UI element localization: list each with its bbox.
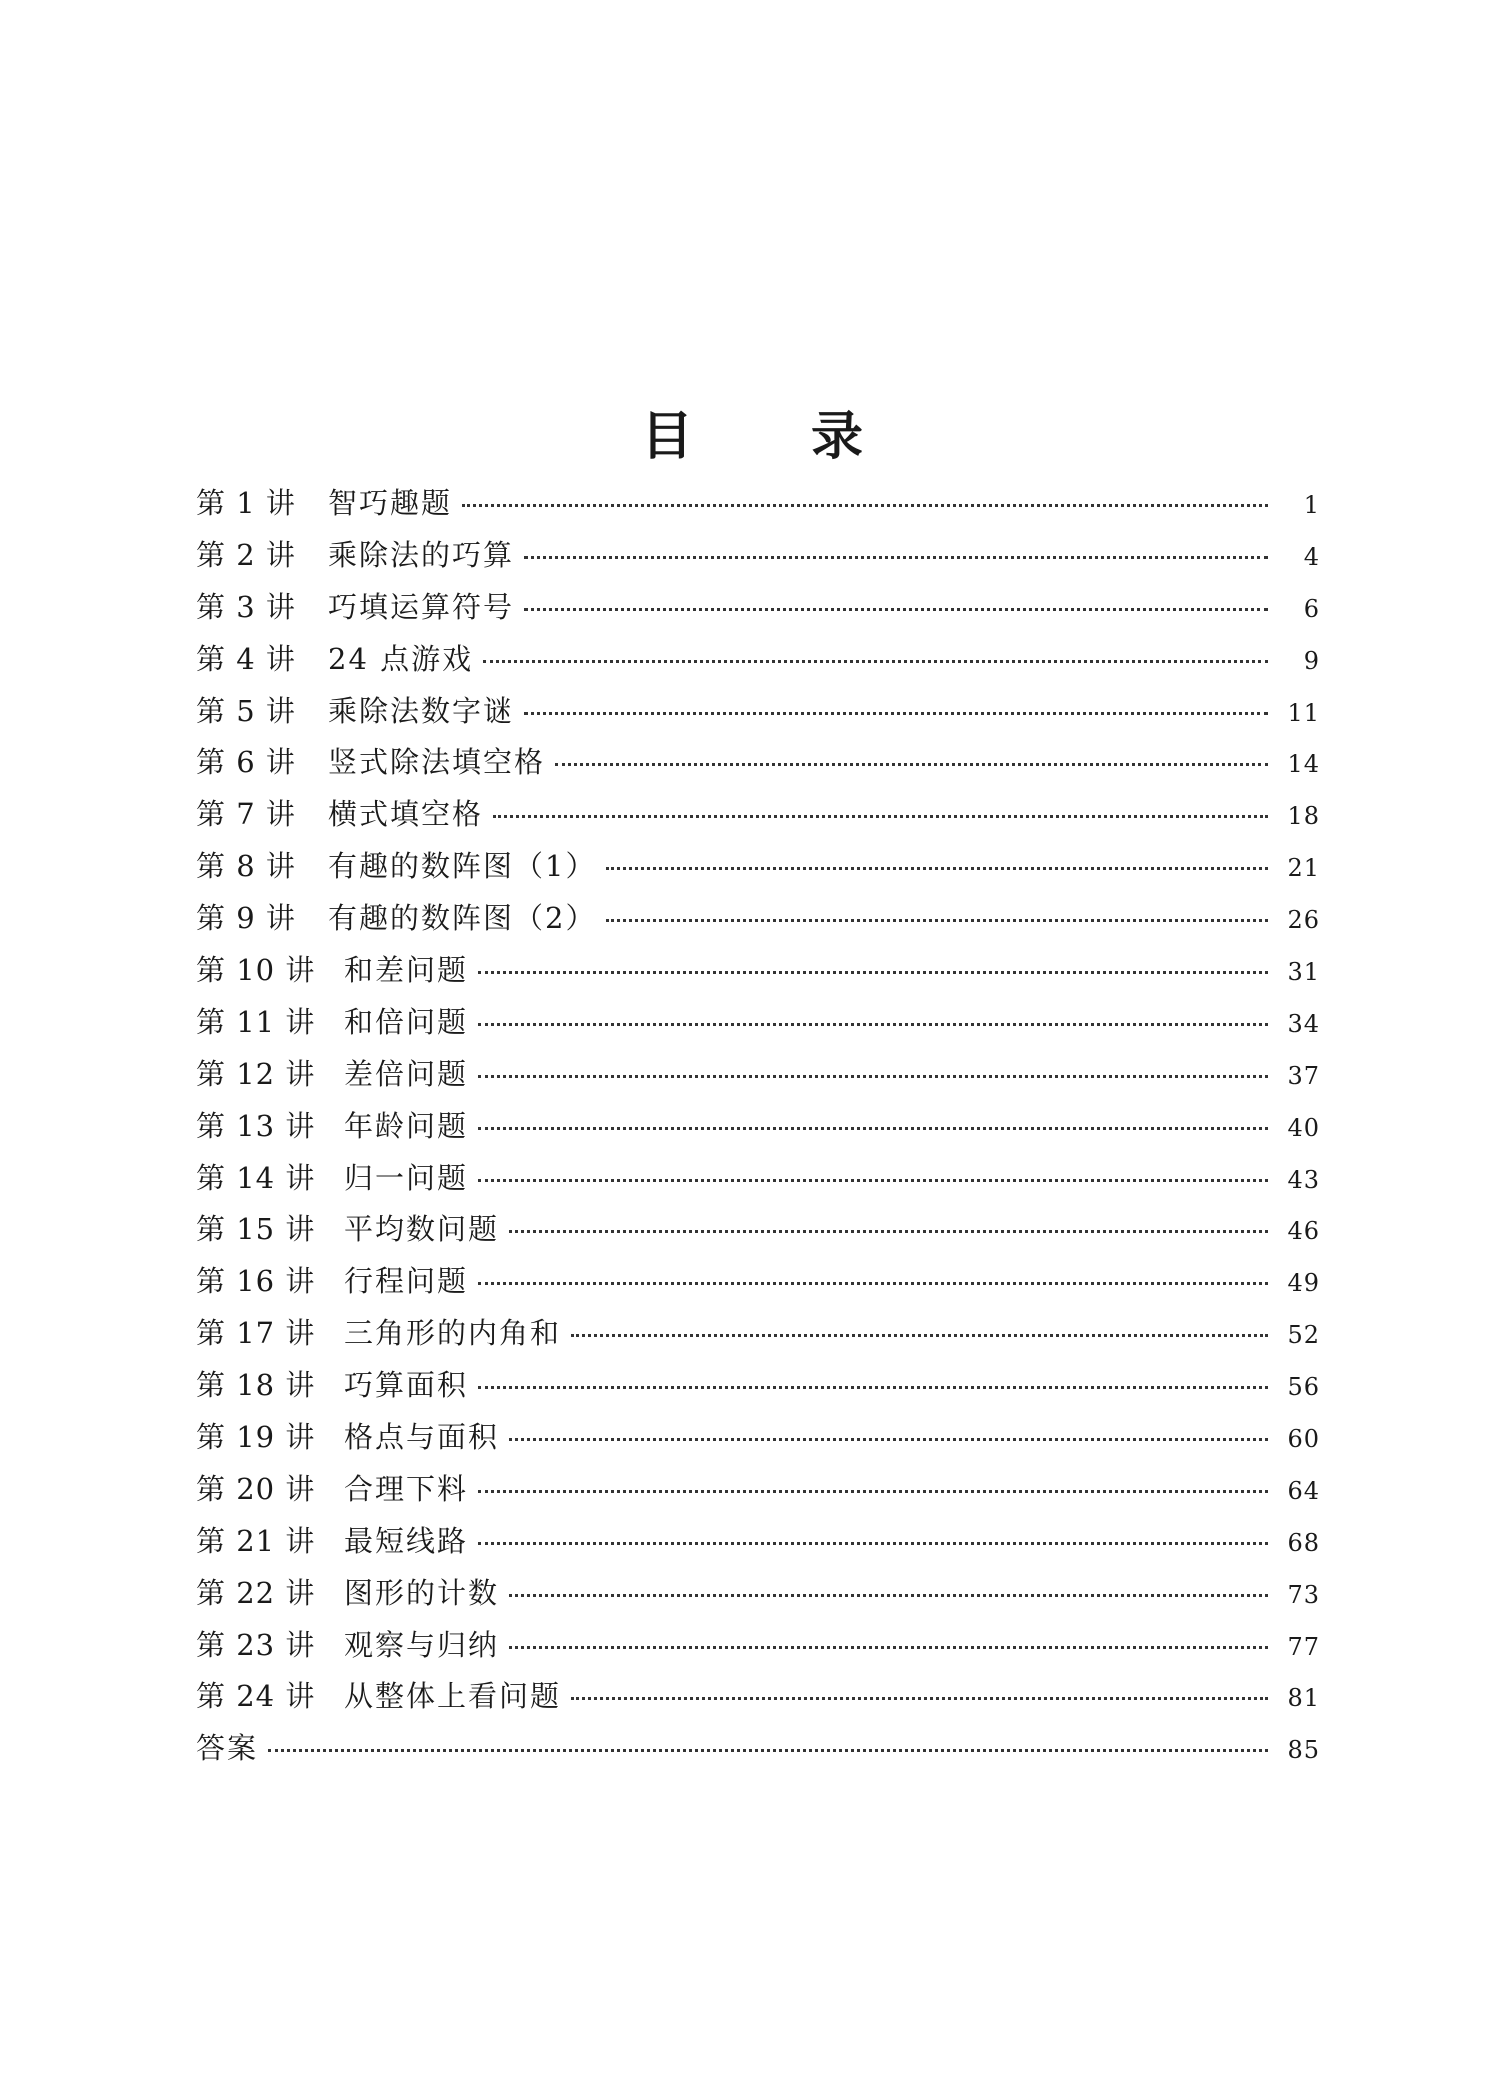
lecture-number: 第 2 讲 — [196, 537, 296, 572]
page-number: 43 — [1287, 1165, 1320, 1194]
lecture-title: 观察与归纳 — [344, 1627, 500, 1662]
page-number: 77 — [1287, 1632, 1320, 1661]
lecture-title: 竖式除法填空格 — [328, 745, 546, 780]
lecture-title: 和倍问题 — [344, 1004, 469, 1039]
lecture-number: 第 19 讲 — [196, 1420, 316, 1455]
lecture-title: 巧算面积 — [344, 1368, 469, 1403]
dot-leader — [483, 660, 1268, 663]
lecture-title: 巧填运算符号 — [328, 589, 515, 624]
lecture-title: 平均数问题 — [344, 1212, 500, 1247]
lecture-title: 三角形的内角和 — [344, 1316, 562, 1351]
page-number: 81 — [1287, 1684, 1320, 1713]
answers-title: 答案 — [196, 1731, 259, 1766]
dot-leader — [509, 1438, 1268, 1441]
lecture-number: 第 14 讲 — [196, 1160, 316, 1195]
page-number: 18 — [1287, 802, 1320, 831]
dot-leader — [524, 608, 1268, 611]
page-number: 1 — [1303, 491, 1320, 519]
dot-leader — [509, 1646, 1268, 1649]
lecture-title: 从整体上看问题 — [344, 1679, 562, 1714]
dot-leader — [478, 971, 1268, 974]
toc-entry[interactable] — [196, 789, 1320, 841]
page-number: 21 — [1287, 854, 1320, 883]
dot-leader — [478, 1386, 1268, 1389]
lecture-title: 格点与面积 — [344, 1420, 500, 1455]
lecture-number: 第 17 讲 — [196, 1316, 316, 1351]
dot-leader — [478, 1179, 1268, 1182]
lecture-number: 第 20 讲 — [196, 1471, 316, 1506]
title-char-2: 录 — [811, 406, 864, 467]
lecture-title: 24 点游戏 — [328, 641, 474, 676]
dot-leader — [509, 1594, 1268, 1597]
toc-entry[interactable] — [196, 1412, 1320, 1464]
lecture-title: 最短线路 — [344, 1523, 469, 1558]
lecture-title: 行程问题 — [344, 1264, 469, 1299]
toc-entry[interactable] — [196, 997, 1320, 1049]
lecture-number: 第 22 讲 — [196, 1575, 316, 1610]
dot-leader — [478, 1127, 1268, 1130]
page-number: 6 — [1303, 594, 1320, 623]
lecture-title: 年龄问题 — [344, 1108, 469, 1143]
toc-entry[interactable] — [196, 1204, 1320, 1256]
toc-entry[interactable] — [196, 1256, 1320, 1308]
lecture-number: 第 5 讲 — [196, 693, 296, 728]
page-number: 14 — [1287, 750, 1320, 779]
lecture-title: 乘除法的巧算 — [328, 537, 515, 572]
lecture-number: 第 11 讲 — [196, 1004, 316, 1039]
table-of-contents — [196, 478, 1320, 1775]
toc-entry[interactable] — [196, 478, 1320, 530]
page-number: 56 — [1287, 1373, 1320, 1402]
toc-entry[interactable] — [196, 1101, 1320, 1153]
lecture-number: 第 24 讲 — [196, 1679, 316, 1714]
lecture-title: 差倍问题 — [344, 1056, 469, 1091]
page-number: 34 — [1287, 1009, 1320, 1038]
lecture-number: 第 12 讲 — [196, 1056, 316, 1091]
dot-leader — [524, 556, 1268, 559]
lecture-number: 第 10 讲 — [196, 953, 316, 988]
toc-entry-answers[interactable] — [196, 1723, 1320, 1775]
page-number: 26 — [1287, 906, 1320, 935]
dot-leader — [268, 1749, 1268, 1752]
lecture-number: 第 8 讲 — [196, 849, 296, 884]
page-number: 52 — [1287, 1321, 1320, 1350]
dot-leader — [606, 867, 1268, 870]
toc-entry[interactable] — [196, 1671, 1320, 1723]
lecture-title: 归一问题 — [344, 1160, 469, 1195]
page-number: 11 — [1287, 698, 1320, 727]
toc-entry[interactable] — [196, 686, 1320, 738]
page-number: 9 — [1303, 646, 1320, 675]
page-number: 60 — [1287, 1425, 1320, 1454]
page-number: 31 — [1287, 958, 1320, 987]
dot-leader — [478, 1023, 1268, 1026]
dot-leader — [478, 1490, 1268, 1493]
toc-entry[interactable] — [196, 841, 1320, 893]
dot-leader — [571, 1334, 1268, 1337]
lecture-title: 合理下料 — [344, 1471, 469, 1506]
lecture-number: 第 6 讲 — [196, 745, 296, 780]
dot-leader — [478, 1542, 1268, 1545]
lecture-title: 有趣的数阵图（1） — [328, 849, 597, 884]
toc-entry[interactable] — [196, 582, 1320, 634]
page-number: 37 — [1287, 1061, 1320, 1090]
toc-entry[interactable] — [196, 737, 1320, 789]
toc-entry[interactable] — [196, 634, 1320, 686]
toc-entry[interactable] — [196, 945, 1320, 997]
lecture-number: 第 21 讲 — [196, 1523, 316, 1558]
lecture-title: 和差问题 — [344, 953, 469, 988]
dot-leader — [462, 504, 1268, 507]
lecture-number: 第 23 讲 — [196, 1627, 316, 1662]
lecture-title: 乘除法数字谜 — [328, 693, 515, 728]
lecture-number: 第 9 讲 — [196, 901, 296, 936]
dot-leader — [478, 1075, 1268, 1078]
lecture-number: 第 15 讲 — [196, 1212, 316, 1247]
dot-leader — [555, 763, 1268, 766]
lecture-number: 第 1 讲 — [196, 486, 296, 520]
toc-entry[interactable] — [196, 1153, 1320, 1205]
lecture-number: 第 18 讲 — [196, 1368, 316, 1403]
toc-entry[interactable] — [196, 1360, 1320, 1412]
dot-leader — [478, 1282, 1268, 1285]
dot-leader — [571, 1697, 1268, 1700]
lecture-number: 第 16 讲 — [196, 1264, 316, 1299]
toc-entry[interactable] — [196, 1308, 1320, 1360]
page-number: 85 — [1287, 1736, 1320, 1765]
lecture-title: 图形的计数 — [344, 1575, 500, 1610]
lecture-number: 第 13 讲 — [196, 1108, 316, 1143]
page-number: 73 — [1287, 1580, 1320, 1609]
toc-entry[interactable] — [196, 1620, 1320, 1672]
page-title — [0, 407, 1504, 467]
page-number: 49 — [1287, 1269, 1320, 1298]
toc-entry[interactable] — [196, 530, 1320, 582]
page-number: 40 — [1287, 1113, 1320, 1142]
lecture-number: 第 3 讲 — [196, 589, 296, 624]
toc-entry[interactable] — [196, 1464, 1320, 1516]
toc-entry[interactable] — [196, 1049, 1320, 1101]
dot-leader — [606, 919, 1268, 922]
dot-leader — [524, 712, 1268, 715]
lecture-title: 有趣的数阵图（2） — [328, 901, 597, 936]
page-number: 64 — [1287, 1476, 1320, 1505]
page-number: 4 — [1303, 542, 1320, 571]
toc-entry[interactable] — [196, 893, 1320, 945]
toc-entry[interactable] — [196, 1516, 1320, 1568]
dot-leader — [509, 1230, 1268, 1233]
lecture-number: 第 4 讲 — [196, 641, 296, 676]
lecture-title: 横式填空格 — [328, 797, 484, 832]
toc-entry[interactable] — [196, 1568, 1320, 1620]
dot-leader — [493, 815, 1268, 818]
lecture-number: 第 7 讲 — [196, 797, 296, 832]
page-number: 46 — [1287, 1217, 1320, 1246]
lecture-title: 智巧趣题 — [328, 486, 453, 520]
title-char-1: 目 — [640, 406, 693, 467]
page-number: 68 — [1287, 1528, 1320, 1557]
